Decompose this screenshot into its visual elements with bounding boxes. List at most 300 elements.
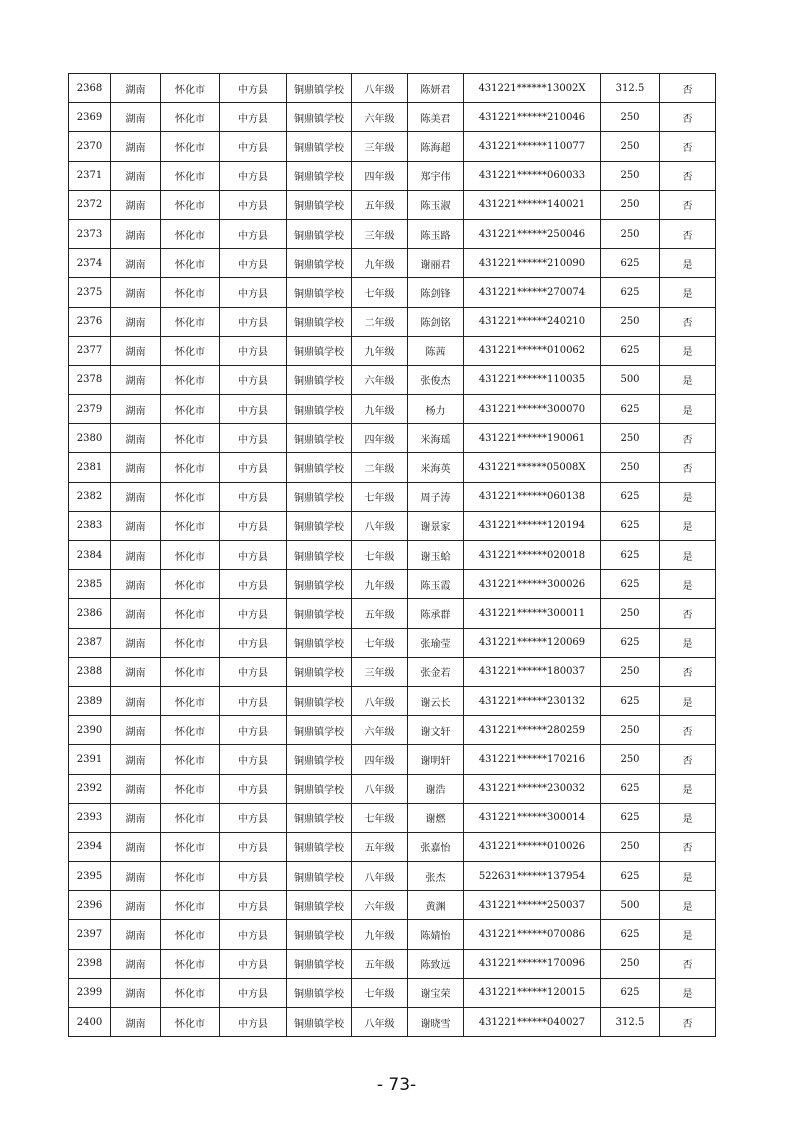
cell-serial-no: 2377	[69, 336, 111, 365]
cell-province: 湖南	[111, 1008, 161, 1037]
cell-city: 怀化市	[161, 570, 220, 599]
cell-amount: 625	[601, 249, 660, 278]
cell-city: 怀化市	[161, 745, 220, 774]
cell-student-name: 谢景家	[408, 511, 464, 540]
cell-city: 怀化市	[161, 219, 220, 248]
cell-flag: 是	[660, 278, 716, 307]
cell-county: 中方县	[220, 132, 287, 161]
cell-amount: 250	[601, 949, 660, 978]
cell-school: 铜鼎镇学校	[287, 891, 352, 920]
table-row	[69, 570, 716, 599]
cell-province: 湖南	[111, 132, 161, 161]
cell-flag: 是	[660, 774, 716, 803]
cell-amount: 625	[601, 482, 660, 511]
cell-grade: 八年级	[352, 686, 408, 715]
cell-province: 湖南	[111, 978, 161, 1007]
cell-serial-no: 2399	[69, 978, 111, 1007]
cell-amount: 312.5	[601, 1008, 660, 1037]
cell-amount: 625	[601, 862, 660, 891]
cell-county: 中方县	[220, 278, 287, 307]
table-row	[69, 365, 716, 394]
cell-serial-no: 2374	[69, 249, 111, 278]
table-row	[69, 599, 716, 628]
cell-id-number: 431221******300070	[464, 395, 601, 424]
cell-province: 湖南	[111, 219, 161, 248]
cell-serial-no: 2387	[69, 628, 111, 657]
cell-county: 中方县	[220, 716, 287, 745]
cell-student-name: 陈海超	[408, 132, 464, 161]
cell-flag: 是	[660, 365, 716, 394]
cell-serial-no: 2383	[69, 511, 111, 540]
cell-school: 铜鼎镇学校	[287, 716, 352, 745]
cell-serial-no: 2394	[69, 832, 111, 861]
cell-grade: 六年级	[352, 365, 408, 394]
cell-serial-no: 2391	[69, 745, 111, 774]
cell-serial-no: 2395	[69, 862, 111, 891]
cell-province: 湖南	[111, 891, 161, 920]
table-row	[69, 249, 716, 278]
cell-city: 怀化市	[161, 453, 220, 482]
cell-province: 湖南	[111, 511, 161, 540]
cell-amount: 250	[601, 424, 660, 453]
table-row	[69, 103, 716, 132]
cell-county: 中方县	[220, 949, 287, 978]
cell-id-number: 431221******120069	[464, 628, 601, 657]
student-subsidy-table	[68, 73, 716, 1037]
cell-flag: 否	[660, 949, 716, 978]
cell-id-number: 522631******137954	[464, 862, 601, 891]
cell-grade: 三年级	[352, 219, 408, 248]
cell-city: 怀化市	[161, 599, 220, 628]
cell-flag: 是	[660, 978, 716, 1007]
cell-flag: 是	[660, 541, 716, 570]
cell-amount: 250	[601, 161, 660, 190]
cell-id-number: 431221******230132	[464, 686, 601, 715]
cell-grade: 八年级	[352, 74, 408, 103]
table-body	[69, 74, 716, 1037]
cell-student-name: 谢宝荣	[408, 978, 464, 1007]
cell-school: 铜鼎镇学校	[287, 103, 352, 132]
cell-amount: 625	[601, 570, 660, 599]
cell-serial-no: 2397	[69, 920, 111, 949]
cell-flag: 否	[660, 219, 716, 248]
cell-school: 铜鼎镇学校	[287, 511, 352, 540]
table-row	[69, 832, 716, 861]
cell-grade: 五年级	[352, 949, 408, 978]
cell-province: 湖南	[111, 190, 161, 219]
cell-county: 中方县	[220, 453, 287, 482]
cell-county: 中方县	[220, 511, 287, 540]
cell-county: 中方县	[220, 424, 287, 453]
cell-flag: 否	[660, 307, 716, 336]
cell-province: 湖南	[111, 716, 161, 745]
cell-city: 怀化市	[161, 657, 220, 686]
cell-student-name: 郑宇伟	[408, 161, 464, 190]
table-row	[69, 74, 716, 103]
table-row	[69, 541, 716, 570]
cell-school: 铜鼎镇学校	[287, 570, 352, 599]
cell-county: 中方县	[220, 862, 287, 891]
cell-grade: 九年级	[352, 570, 408, 599]
cell-county: 中方县	[220, 336, 287, 365]
page-number: - 73-	[376, 1075, 417, 1095]
cell-serial-no: 2381	[69, 453, 111, 482]
cell-city: 怀化市	[161, 278, 220, 307]
cell-id-number: 431221******170216	[464, 745, 601, 774]
cell-flag: 否	[660, 832, 716, 861]
cell-student-name: 谢文轩	[408, 716, 464, 745]
cell-id-number: 431221******210046	[464, 103, 601, 132]
cell-province: 湖南	[111, 541, 161, 570]
cell-grade: 九年级	[352, 395, 408, 424]
cell-grade: 四年级	[352, 745, 408, 774]
cell-school: 铜鼎镇学校	[287, 774, 352, 803]
cell-flag: 是	[660, 920, 716, 949]
cell-amount: 625	[601, 278, 660, 307]
cell-school: 铜鼎镇学校	[287, 745, 352, 774]
cell-amount: 625	[601, 511, 660, 540]
cell-serial-no: 2400	[69, 1008, 111, 1037]
cell-grade: 八年级	[352, 1008, 408, 1037]
cell-student-name: 陈剑铭	[408, 307, 464, 336]
cell-county: 中方县	[220, 395, 287, 424]
cell-city: 怀化市	[161, 920, 220, 949]
cell-student-name: 张俊杰	[408, 365, 464, 394]
cell-id-number: 431221******010026	[464, 832, 601, 861]
cell-school: 铜鼎镇学校	[287, 978, 352, 1007]
cell-serial-no: 2371	[69, 161, 111, 190]
cell-grade: 七年级	[352, 803, 408, 832]
table-row	[69, 716, 716, 745]
cell-student-name: 陈茜	[408, 336, 464, 365]
cell-flag: 否	[660, 103, 716, 132]
cell-school: 铜鼎镇学校	[287, 832, 352, 861]
cell-province: 湖南	[111, 686, 161, 715]
cell-county: 中方县	[220, 103, 287, 132]
cell-amount: 250	[601, 657, 660, 686]
cell-flag: 是	[660, 511, 716, 540]
table-row	[69, 395, 716, 424]
cell-student-name: 陈美君	[408, 103, 464, 132]
cell-student-name: 米海瑶	[408, 424, 464, 453]
cell-province: 湖南	[111, 249, 161, 278]
cell-grade: 八年级	[352, 511, 408, 540]
cell-id-number: 431221******120194	[464, 511, 601, 540]
cell-school: 铜鼎镇学校	[287, 161, 352, 190]
cell-school: 铜鼎镇学校	[287, 599, 352, 628]
cell-city: 怀化市	[161, 74, 220, 103]
cell-flag: 是	[660, 803, 716, 832]
cell-student-name: 周子涛	[408, 482, 464, 511]
cell-flag: 否	[660, 424, 716, 453]
cell-amount: 250	[601, 103, 660, 132]
cell-id-number: 431221******180037	[464, 657, 601, 686]
cell-student-name: 杨力	[408, 395, 464, 424]
cell-amount: 250	[601, 190, 660, 219]
cell-grade: 七年级	[352, 482, 408, 511]
cell-city: 怀化市	[161, 949, 220, 978]
cell-city: 怀化市	[161, 774, 220, 803]
cell-grade: 七年级	[352, 978, 408, 1007]
cell-school: 铜鼎镇学校	[287, 949, 352, 978]
cell-id-number: 431221******060138	[464, 482, 601, 511]
cell-province: 湖南	[111, 803, 161, 832]
cell-amount: 250	[601, 745, 660, 774]
cell-amount: 625	[601, 395, 660, 424]
cell-id-number: 431221******020018	[464, 541, 601, 570]
cell-serial-no: 2379	[69, 395, 111, 424]
cell-amount: 250	[601, 219, 660, 248]
cell-student-name: 陈玉霞	[408, 570, 464, 599]
cell-school: 铜鼎镇学校	[287, 307, 352, 336]
cell-grade: 三年级	[352, 132, 408, 161]
cell-grade: 六年级	[352, 716, 408, 745]
cell-city: 怀化市	[161, 132, 220, 161]
cell-province: 湖南	[111, 920, 161, 949]
cell-serial-no: 2393	[69, 803, 111, 832]
cell-school: 铜鼎镇学校	[287, 803, 352, 832]
cell-amount: 625	[601, 774, 660, 803]
cell-city: 怀化市	[161, 365, 220, 394]
cell-province: 湖南	[111, 395, 161, 424]
cell-id-number: 431221******070086	[464, 920, 601, 949]
cell-province: 湖南	[111, 424, 161, 453]
cell-student-name: 陈致远	[408, 949, 464, 978]
cell-amount: 500	[601, 891, 660, 920]
cell-school: 铜鼎镇学校	[287, 424, 352, 453]
cell-city: 怀化市	[161, 541, 220, 570]
cell-student-name: 谢云长	[408, 686, 464, 715]
cell-flag: 是	[660, 686, 716, 715]
cell-school: 铜鼎镇学校	[287, 686, 352, 715]
cell-city: 怀化市	[161, 103, 220, 132]
cell-student-name: 谢晓雪	[408, 1008, 464, 1037]
cell-serial-no: 2384	[69, 541, 111, 570]
cell-school: 铜鼎镇学校	[287, 219, 352, 248]
cell-grade: 二年级	[352, 453, 408, 482]
cell-flag: 否	[660, 716, 716, 745]
cell-county: 中方县	[220, 745, 287, 774]
cell-amount: 500	[601, 365, 660, 394]
cell-student-name: 陈玉淑	[408, 190, 464, 219]
cell-province: 湖南	[111, 599, 161, 628]
cell-county: 中方县	[220, 628, 287, 657]
cell-serial-no: 2392	[69, 774, 111, 803]
cell-county: 中方县	[220, 686, 287, 715]
cell-school: 铜鼎镇学校	[287, 657, 352, 686]
cell-flag: 否	[660, 1008, 716, 1037]
cell-amount: 250	[601, 716, 660, 745]
cell-amount: 250	[601, 453, 660, 482]
cell-flag: 是	[660, 862, 716, 891]
cell-grade: 九年级	[352, 920, 408, 949]
cell-grade: 五年级	[352, 832, 408, 861]
cell-student-name: 谢浩	[408, 774, 464, 803]
table-row	[69, 978, 716, 1007]
cell-student-name: 陈剑锋	[408, 278, 464, 307]
cell-grade: 六年级	[352, 103, 408, 132]
cell-id-number: 431221******250037	[464, 891, 601, 920]
cell-school: 铜鼎镇学校	[287, 132, 352, 161]
cell-county: 中方县	[220, 365, 287, 394]
cell-flag: 否	[660, 74, 716, 103]
cell-flag: 否	[660, 132, 716, 161]
cell-city: 怀化市	[161, 424, 220, 453]
cell-id-number: 431221******060033	[464, 161, 601, 190]
cell-province: 湖南	[111, 862, 161, 891]
table-row	[69, 949, 716, 978]
cell-county: 中方县	[220, 541, 287, 570]
cell-province: 湖南	[111, 628, 161, 657]
cell-amount: 625	[601, 541, 660, 570]
cell-county: 中方县	[220, 657, 287, 686]
cell-city: 怀化市	[161, 978, 220, 1007]
cell-student-name: 陈妍君	[408, 74, 464, 103]
cell-id-number: 431221******300026	[464, 570, 601, 599]
cell-id-number: 431221******240210	[464, 307, 601, 336]
cell-grade: 七年级	[352, 541, 408, 570]
cell-serial-no: 2388	[69, 657, 111, 686]
cell-student-name: 谢燃	[408, 803, 464, 832]
cell-id-number: 431221******110035	[464, 365, 601, 394]
cell-province: 湖南	[111, 307, 161, 336]
cell-city: 怀化市	[161, 249, 220, 278]
cell-flag: 否	[660, 599, 716, 628]
cell-grade: 四年级	[352, 161, 408, 190]
cell-province: 湖南	[111, 74, 161, 103]
cell-grade: 七年级	[352, 628, 408, 657]
cell-serial-no: 2398	[69, 949, 111, 978]
cell-id-number: 431221******250046	[464, 219, 601, 248]
cell-flag: 是	[660, 336, 716, 365]
cell-city: 怀化市	[161, 628, 220, 657]
cell-amount: 625	[601, 803, 660, 832]
cell-flag: 是	[660, 628, 716, 657]
cell-id-number: 431221******300011	[464, 599, 601, 628]
cell-student-name: 张瑜莹	[408, 628, 464, 657]
cell-student-name: 张金若	[408, 657, 464, 686]
cell-county: 中方县	[220, 1008, 287, 1037]
table-row	[69, 774, 716, 803]
cell-id-number: 431221******230032	[464, 774, 601, 803]
cell-province: 湖南	[111, 657, 161, 686]
table-row	[69, 278, 716, 307]
cell-province: 湖南	[111, 453, 161, 482]
cell-grade: 五年级	[352, 190, 408, 219]
cell-serial-no: 2372	[69, 190, 111, 219]
cell-student-name: 陈婧怡	[408, 920, 464, 949]
cell-province: 湖南	[111, 774, 161, 803]
cell-school: 铜鼎镇学校	[287, 74, 352, 103]
cell-school: 铜鼎镇学校	[287, 920, 352, 949]
cell-student-name: 张杰	[408, 862, 464, 891]
cell-city: 怀化市	[161, 395, 220, 424]
table-row	[69, 628, 716, 657]
cell-city: 怀化市	[161, 1008, 220, 1037]
cell-grade: 八年级	[352, 862, 408, 891]
table-row	[69, 424, 716, 453]
cell-grade: 八年级	[352, 774, 408, 803]
cell-county: 中方县	[220, 570, 287, 599]
cell-county: 中方县	[220, 774, 287, 803]
cell-amount: 250	[601, 307, 660, 336]
table-row	[69, 219, 716, 248]
cell-city: 怀化市	[161, 336, 220, 365]
cell-flag: 否	[660, 453, 716, 482]
cell-school: 铜鼎镇学校	[287, 541, 352, 570]
cell-serial-no: 2378	[69, 365, 111, 394]
cell-county: 中方县	[220, 74, 287, 103]
cell-province: 湖南	[111, 365, 161, 394]
cell-school: 铜鼎镇学校	[287, 190, 352, 219]
cell-serial-no: 2369	[69, 103, 111, 132]
cell-province: 湖南	[111, 336, 161, 365]
cell-city: 怀化市	[161, 511, 220, 540]
table-row	[69, 891, 716, 920]
cell-county: 中方县	[220, 920, 287, 949]
cell-province: 湖南	[111, 570, 161, 599]
cell-city: 怀化市	[161, 482, 220, 511]
cell-student-name: 谢明轩	[408, 745, 464, 774]
table-row	[69, 190, 716, 219]
cell-amount: 312.5	[601, 74, 660, 103]
cell-city: 怀化市	[161, 686, 220, 715]
cell-id-number: 431221******010062	[464, 336, 601, 365]
cell-serial-no: 2382	[69, 482, 111, 511]
cell-student-name: 米海英	[408, 453, 464, 482]
cell-amount: 250	[601, 832, 660, 861]
cell-city: 怀化市	[161, 891, 220, 920]
cell-student-name: 陈玉路	[408, 219, 464, 248]
cell-grade: 三年级	[352, 657, 408, 686]
cell-id-number: 431221******040027	[464, 1008, 601, 1037]
cell-city: 怀化市	[161, 190, 220, 219]
cell-grade: 九年级	[352, 336, 408, 365]
cell-county: 中方县	[220, 249, 287, 278]
cell-flag: 否	[660, 657, 716, 686]
cell-city: 怀化市	[161, 862, 220, 891]
table-row	[69, 453, 716, 482]
cell-student-name: 谢丽君	[408, 249, 464, 278]
table-row	[69, 132, 716, 161]
cell-school: 铜鼎镇学校	[287, 1008, 352, 1037]
cell-province: 湖南	[111, 103, 161, 132]
cell-id-number: 431221******190061	[464, 424, 601, 453]
table-row	[69, 686, 716, 715]
cell-flag: 否	[660, 190, 716, 219]
cell-student-name: 陈承群	[408, 599, 464, 628]
cell-province: 湖南	[111, 161, 161, 190]
cell-grade: 五年级	[352, 599, 408, 628]
cell-grade: 七年级	[352, 278, 408, 307]
cell-city: 怀化市	[161, 832, 220, 861]
cell-serial-no: 2385	[69, 570, 111, 599]
table-row	[69, 336, 716, 365]
cell-flag: 是	[660, 249, 716, 278]
cell-grade: 二年级	[352, 307, 408, 336]
cell-flag: 是	[660, 482, 716, 511]
cell-id-number: 431221******270074	[464, 278, 601, 307]
cell-county: 中方县	[220, 803, 287, 832]
table-row	[69, 657, 716, 686]
cell-serial-no: 2373	[69, 219, 111, 248]
cell-school: 铜鼎镇学校	[287, 453, 352, 482]
cell-school: 铜鼎镇学校	[287, 336, 352, 365]
cell-student-name: 黄渊	[408, 891, 464, 920]
cell-serial-no: 2375	[69, 278, 111, 307]
cell-city: 怀化市	[161, 307, 220, 336]
table-row	[69, 920, 716, 949]
